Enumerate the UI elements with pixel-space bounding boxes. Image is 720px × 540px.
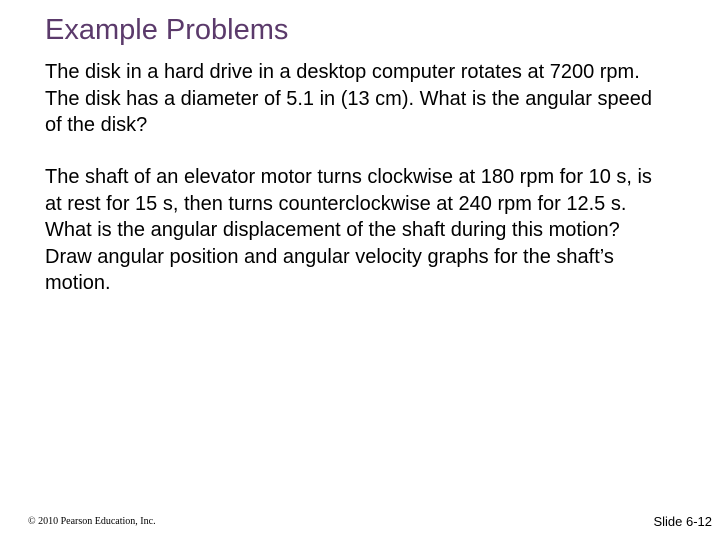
problem-paragraph-2: The shaft of an elevator motor turns clockwise at 180 rpm for 10 s, is at rest for 15 s, then turns counterclockwise at 240 rpm for 12.5 s. What is the angular displacement of the shaft during this motion? Draw angular position and angular velocity graphs for the shaft’s motion.: [45, 166, 652, 294]
problem-paragraph-1: The disk in a hard drive in a desktop computer rotates at 7200 rpm. The disk has a diameter of 5.1 in (13 cm). What is the angular speed of the disk?: [45, 61, 652, 136]
copyright-notice: © 2010 Pearson Education, Inc.: [28, 516, 156, 527]
slide-number: Slide 6-12: [653, 514, 712, 529]
slide-title: Example Problems: [45, 14, 289, 46]
